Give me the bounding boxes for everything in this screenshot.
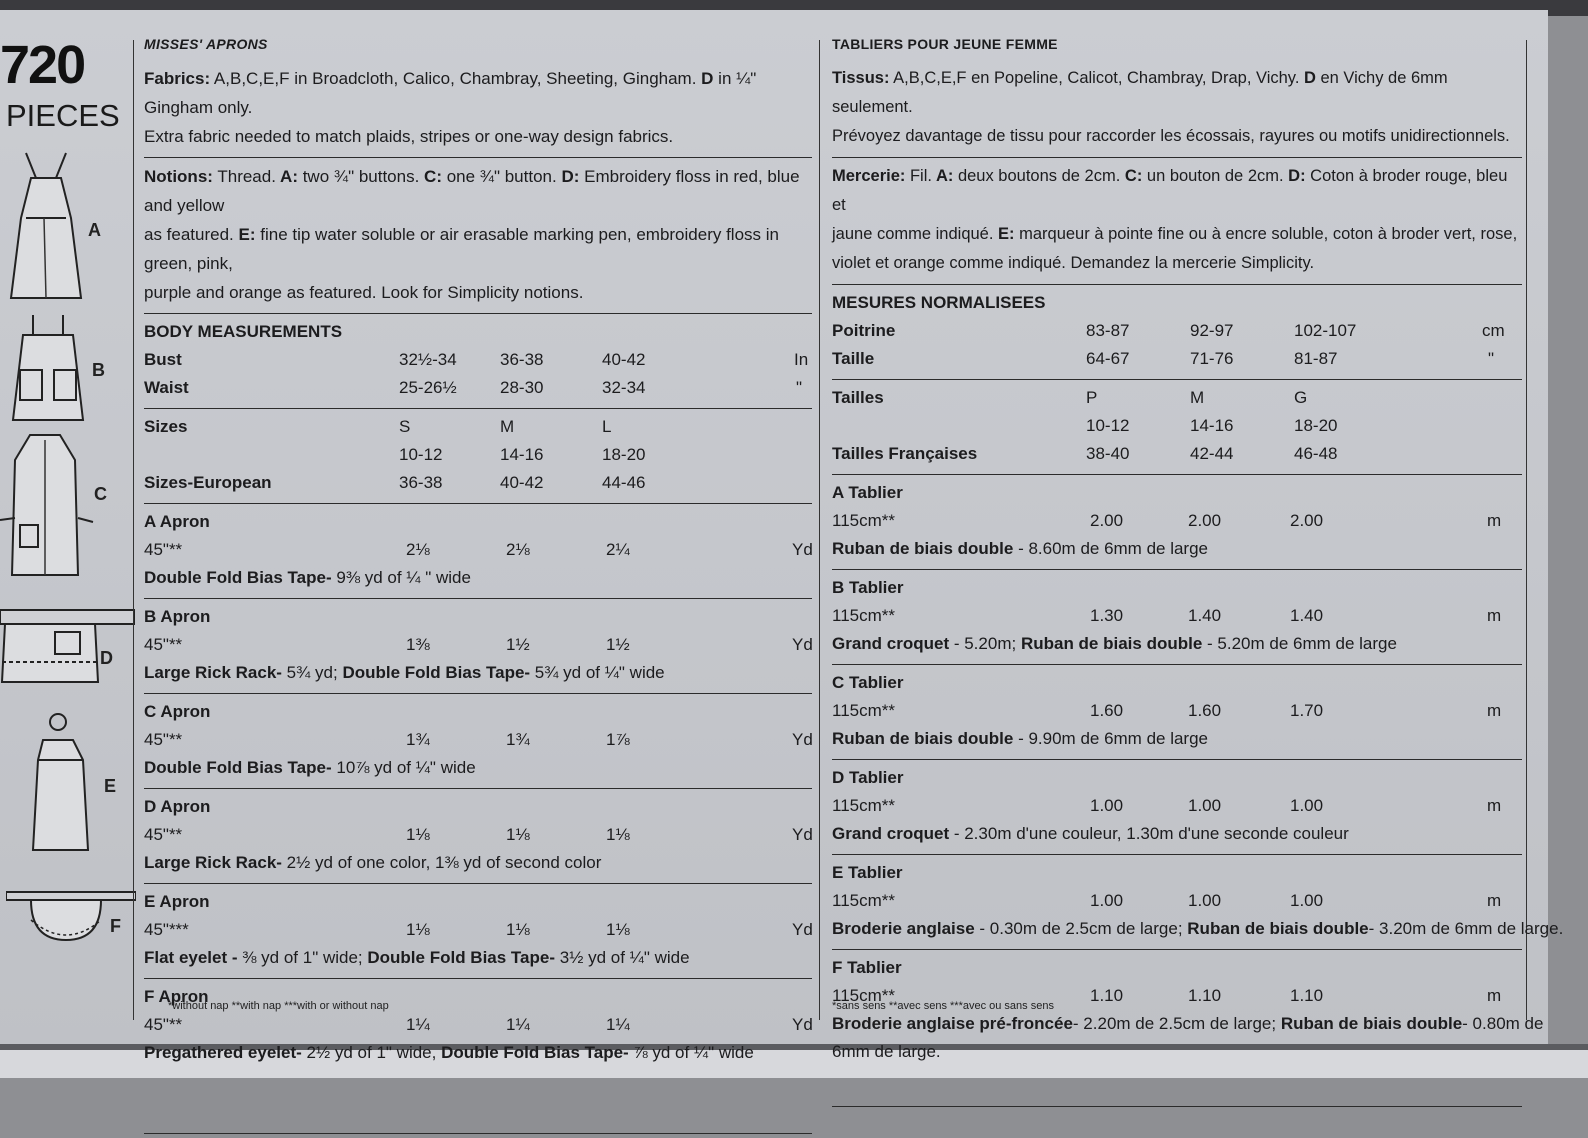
apron-notions [832,915,1564,943]
size-l: L [602,417,612,436]
notion-amount: - 2.20m de 2.5cm de large; [1072,1014,1281,1033]
yardage-unit: Yd [792,825,813,844]
apron-e-sketch [28,710,98,855]
taille-num-p: 10-12 [1086,416,1130,435]
view-label-f: F [110,916,121,936]
taille-row [832,345,1522,373]
fabric-width: 45"** [144,1015,183,1034]
bust-unit: In [794,350,809,369]
euro-s: 36-38 [399,473,443,492]
sizes-row [144,413,812,441]
poitrine-m: 92-97 [1190,321,1234,340]
notion-amount: - 0.80m de [1462,1014,1544,1033]
fabrics-text-1: A,B,C,E,F in Broadcloth, Calico, Chambray, Sheeting, Gingham. [210,69,697,88]
mercerie-c-text: un bouton de 2cm. [1142,167,1284,185]
notion-amount: ⅞ yd of ¼" wide [628,1043,754,1062]
taille-size-m: M [1190,388,1205,407]
size-m: M [500,417,515,436]
yardage-value: 1.10 [1290,986,1324,1005]
yardage-value: 1¼ [606,1015,630,1034]
english-aprons [144,503,812,1134]
taille-p: 64-67 [1086,349,1130,368]
rule [832,759,1522,760]
apron-notions [144,754,812,782]
taille-num-m: 14-16 [1190,416,1234,435]
english-column [144,36,812,1138]
taille-label: Taille [832,349,875,368]
notions-e: E: [233,225,256,244]
fabric-width: 115cm** [832,891,895,910]
apron-notions [832,1010,1544,1038]
notions-a-text: two ¾" buttons. [297,167,420,186]
yardage-unit: Yd [792,920,813,939]
taille-size-g: G [1294,388,1308,407]
yardage-unit: Yd [792,540,813,559]
apron-block [144,883,812,972]
apron-d-sketch [0,602,135,697]
yardage-row [832,887,1522,915]
notion-name: Grand croquet [832,824,950,843]
notion-name: Double Fold Bias Tape- [342,663,531,682]
notion-amount: - 3.20m de 6mm de large. [1368,919,1564,938]
apron-b-sketch [8,310,88,425]
notion-amount: - 5.20m; [949,634,1021,653]
mercerie-a-text: deux boutons de 2cm. [953,167,1121,185]
yardage-row [144,631,812,659]
apron-title: A Apron [144,512,210,531]
yardage-value: 1.40 [1290,606,1324,625]
view-label-a: A [88,220,101,240]
yardage-unit: Yd [792,1015,813,1034]
yardage-value: 1⅛ [406,920,430,939]
notion-name: Double Fold Bias Tape- [367,948,556,967]
apron-block [144,788,812,877]
yardage-value: 1.60 [1188,701,1222,720]
notion-name: Broderie anglaise [832,919,975,938]
tailles-num-row [832,412,1522,440]
yardage-value: 1.70 [1290,701,1324,720]
french-heading: TABLIERS POUR JEUNE FEMME [832,36,1058,52]
apron-notions [144,944,812,972]
mercerie-label: Mercerie: [832,167,906,185]
notion-name: Large Rick Rack- [144,663,282,682]
fabric-width: 45"*** [144,920,189,939]
rule [144,693,812,694]
apron-notions [832,820,1522,848]
yardage-value: 2.00 [1090,511,1124,530]
rule [832,157,1522,158]
euro-label: Sizes-European [144,473,272,492]
poitrine-row [832,317,1522,345]
rule [832,949,1522,950]
yardage-value: 1¾ [506,730,530,749]
apron-c-sketch [0,430,95,580]
notion-amount: 5¾ yd of ¼" wide [530,663,665,682]
yardage-row [832,792,1522,820]
taille-fr-g: 46-48 [1294,444,1338,463]
yardage-value: 1.60 [1090,701,1124,720]
fabrics-line-2: Extra fabric needed to match plaids, stripes or one-way design fabrics. [144,127,674,146]
apron-notions [832,630,1522,658]
notions-d: D: [556,167,580,186]
poitrine-label: Poitrine [832,321,896,340]
yardage-value: 2.00 [1290,511,1324,530]
yardage-unit: Yd [792,635,813,654]
size-num-m: 14-16 [500,445,544,464]
rule [144,157,812,158]
taille-size-p: P [1086,388,1098,407]
fabric-width: 115cm** [832,986,895,1005]
yardage-value: 1¾ [406,730,430,749]
mercerie-text: Fil. [905,167,932,185]
taille-fr-p: 38-40 [1086,444,1130,463]
apron-title: B Apron [144,607,211,626]
yardage-unit: m [1487,986,1502,1005]
mesures-heading: MESURES NORMALISEES [832,293,1046,312]
taille-m: 71-76 [1190,349,1234,368]
yardage-value: 1.00 [1090,891,1124,910]
view-label-d: D [100,648,113,668]
yardage-row [144,536,812,564]
fabrics-text-2: in ¼" Gingham only. [144,69,757,117]
taille-num-g: 18-20 [1294,416,1338,435]
mercerie-e: E: [993,225,1015,243]
rule [832,664,1522,665]
apron-title: E Apron [144,892,210,911]
yardage-unit: Yd [792,730,813,749]
rule [144,788,812,789]
waist-label: Waist [144,378,189,397]
apron-notions [144,659,812,687]
yardage-row [144,916,812,944]
notion-amount: - 9.90m de 6mm de large [1013,729,1209,748]
notions-line-2a: as featured. [144,225,234,244]
rule [144,978,812,979]
euro-m: 40-42 [500,473,544,492]
waist-unit: " [796,378,803,397]
fabrics-paragraph [144,64,812,151]
notion-amount: - 0.30m de 2.5cm de large; [974,919,1188,938]
yardage-unit: m [1487,511,1502,530]
mercerie-line-2b: marqueur à pointe fine ou à encre soluble, coton à broder vert, rose, [1014,225,1518,243]
notion-name: Ruban de biais double [1020,634,1203,653]
bust-l: 40-42 [602,350,646,369]
tissus-d: D [1299,69,1316,87]
yardage-value: 1.30 [1090,606,1124,625]
yardage-row [832,697,1522,725]
apron-notions-line-2 [832,1038,1522,1066]
fabric-width: 115cm** [832,701,895,720]
tissus-text-1: A,B,C,E,F en Popeline, Calicot, Chambray, Drap, Vichy. [889,69,1300,87]
waist-row [144,374,812,402]
yardage-unit: m [1487,796,1502,815]
notion-amount: 3½ yd of ¼" wide [555,948,690,967]
tissus-label: Tissus: [832,69,890,87]
waist-l: 32-34 [602,378,646,397]
notions-d-text: Embroidery floss in red, blue and yellow [144,167,800,215]
column-divider-right [1526,40,1527,1020]
yardage-value: 1.10 [1188,986,1222,1005]
rule [832,284,1522,285]
apron-block [144,598,812,687]
fabric-width: 115cm** [832,511,895,530]
pattern-number: 720 [0,35,85,95]
notion-name: Flat eyelet - [144,948,238,967]
yardage-value: 1.00 [1290,891,1324,910]
rule [832,569,1522,570]
yardage-row [144,1011,812,1039]
taille-g: 81-87 [1294,349,1338,368]
english-heading: MISSES' APRONS [144,36,268,52]
rule [832,1106,1522,1107]
view-label-b: B [92,360,105,380]
yardage-value: 2⅛ [406,540,430,559]
mercerie-line-3: violet et orange comme indiqué. Demandez la mercerie Simplicity. [832,254,1315,272]
notion-amount: - 8.60m de 6mm de large [1013,539,1209,558]
notion-name: Double Fold Bias Tape- [441,1043,629,1062]
notions-line-2b: fine tip water soluble or air erasable marking pen, embroidery floss in green, pink, [144,225,779,273]
notions-c: C: [419,167,442,186]
apron-notions [144,849,812,877]
notion-name: Double Fold Bias Tape- [144,568,332,587]
size-s: S [399,417,411,436]
yardage-unit: m [1487,891,1502,910]
notions-a: A: [275,167,298,186]
apron-notions [832,725,1522,753]
yardage-row [832,507,1522,535]
yardage-value: 1½ [606,635,630,654]
apron-notions [832,535,1522,563]
notions-text: Thread. [212,167,276,186]
pieces-label: PIECES [6,98,120,133]
rule [144,408,812,409]
notions-label: Notions: [144,167,213,186]
notions-c-text: one ¾" button. [441,167,557,186]
rule [832,379,1522,380]
yardage-value: 1⅜ [406,635,430,654]
apron-title: D Apron [144,797,211,816]
fabric-width: 115cm** [832,606,895,625]
euro-row [144,469,812,497]
column-divider-left [133,40,134,1020]
tailles-fr-row [832,440,1522,468]
taille-fr-m: 42-44 [1190,444,1234,463]
notion-name: Ruban de biais double [832,729,1014,748]
notion-amount: 9⅜ yd of ¼ " wide [331,568,471,587]
fabric-width: 45"** [144,635,183,654]
rule [144,1133,812,1134]
sizes-label: Sizes [144,417,188,436]
poitrine-unit: cm [1482,321,1505,340]
apron-notions [144,1039,812,1067]
mercerie-paragraph [832,162,1522,278]
yardage-value: 1⅛ [406,825,430,844]
english-footnote: *without nap **with nap ***with or without nap [168,1000,389,1012]
fabrics-label: Fabrics: [144,69,211,88]
column-divider-middle [819,40,820,1020]
bust-label: Bust [144,350,182,369]
notion-name: Ruban de biais double [1187,919,1369,938]
notion-amount: 2½ yd of one color, 1⅜ yd of second color [281,853,602,872]
yardage-value: 1¼ [506,1015,530,1034]
apron-a-sketch [6,148,86,303]
french-footnote: *sans sens **avec sens ***avec ou sans sens [832,1000,1054,1012]
size-num-l: 18-20 [602,445,646,464]
notion-name: Double Fold Bias Tape- [144,758,332,777]
yardage-value: 2⅛ [506,540,530,559]
yardage-value: 1½ [506,635,530,654]
fabric-width: 115cm** [832,796,895,815]
rule [832,474,1522,475]
yardage-value: 1.00 [1290,796,1324,815]
french-column [832,36,1564,1111]
yardage-value: 1⅞ [606,730,630,749]
views-column [0,20,130,1030]
yardage-value: 1⅛ [606,825,630,844]
euro-l: 44-46 [602,473,646,492]
yardage-value: 1.00 [1090,796,1124,815]
apron-block [832,759,1522,848]
yardage-value: 1¼ [406,1015,430,1034]
french-aprons [832,474,1564,1107]
tissus-text-2: en Vichy de 6mm seulement. [832,69,1448,116]
view-label-e: E [104,776,117,796]
yardage-value: 2¼ [606,540,630,559]
yardage-value: 1.00 [1188,891,1222,910]
apron-title: C Apron [144,702,211,721]
yardage-row [144,726,812,754]
apron-title: F Apron [144,987,209,1006]
yardage-unit: m [1487,701,1502,720]
bust-s: 32½-34 [399,350,457,369]
tailles-label: Tailles [832,388,884,407]
mercerie-line-2a: jaune comme indiqué. [832,225,994,243]
apron-title: C Tablier [832,673,904,692]
rule [832,854,1522,855]
yardage-value: 1.00 [1188,796,1222,815]
apron-title: A Tablier [832,483,903,502]
mercerie-d: D: [1283,167,1306,185]
apron-block [144,503,812,592]
bust-m: 36-38 [500,350,544,369]
waist-s: 25-26½ [399,378,457,397]
mercerie-d-text: Coton à broder rouge, bleu et [832,167,1508,214]
apron-block [832,664,1522,753]
yardage-value: 1.10 [1090,986,1124,1005]
view-label-c: C [94,484,107,504]
notion-amount: - 5.20m de 6mm de large [1202,634,1397,653]
notion-continued: 6mm de large. [832,1042,941,1061]
apron-notions [144,564,812,592]
notion-name: Ruban de biais double [1280,1014,1463,1033]
bust-row [144,346,812,374]
apron-block [832,854,1564,943]
notions-line-3: purple and orange as featured. Look for Simplicity notions. [144,283,584,302]
yardage-value: 1⅛ [506,920,530,939]
rule [144,313,812,314]
notion-name: Large Rick Rack- [144,853,282,872]
yardage-row [144,821,812,849]
notion-name: Broderie anglaise pré-froncée [832,1014,1073,1033]
rule [144,598,812,599]
poitrine-p: 83-87 [1086,321,1130,340]
notion-amount: 2½ yd of 1" wide, [301,1043,442,1062]
tissus-paragraph [832,64,1522,151]
yardage-value: 1⅛ [606,920,630,939]
apron-title: E Tablier [832,863,903,882]
poitrine-g: 102-107 [1294,321,1357,340]
body-measurements-heading: BODY MEASUREMENTS [144,322,343,341]
rule [144,883,812,884]
waist-m: 28-30 [500,378,544,397]
apron-block [832,474,1522,563]
sizes-num-row [144,441,812,469]
rule [144,503,812,504]
mercerie-c: C: [1120,167,1143,185]
notion-name: Ruban de biais double [832,539,1014,558]
fabrics-d: D [696,69,714,88]
mercerie-a: A: [931,167,954,185]
notion-name: Pregathered eyelet- [144,1043,302,1062]
tailles-row [832,384,1522,412]
apron-title: F Tablier [832,958,902,977]
apron-title: B Tablier [832,578,904,597]
yardage-unit: m [1487,606,1502,625]
notion-amount: 10⅞ yd of ¼" wide [331,758,476,777]
yardage-row [832,602,1522,630]
size-num-s: 10-12 [399,445,443,464]
yardage-value: 2.00 [1188,511,1222,530]
notion-name: Grand croquet [832,634,950,653]
fabric-width: 45"** [144,825,183,844]
tissus-line-2: Prévoyez davantage de tissu pour raccorder les écossais, rayures ou motifs unidirectionnels. [832,127,1510,145]
taille-unit: " [1488,349,1495,368]
tailles-fr-label: Tailles Françaises [832,444,978,463]
apron-block [144,693,812,782]
notion-amount: ⅜ yd of 1" wide; [237,948,368,967]
yardage-value: 1⅛ [506,825,530,844]
apron-title: D Tablier [832,768,904,787]
yardage-value: 1.40 [1188,606,1222,625]
fabric-width: 45"** [144,730,183,749]
notion-amount: 5¾ yd; [281,663,343,682]
fabric-width: 45"** [144,540,183,559]
notion-amount: - 2.30m d'une couleur, 1.30m d'une seconde couleur [949,824,1349,843]
apron-block [144,978,812,1067]
notions-paragraph [144,162,812,307]
apron-block [832,569,1522,658]
